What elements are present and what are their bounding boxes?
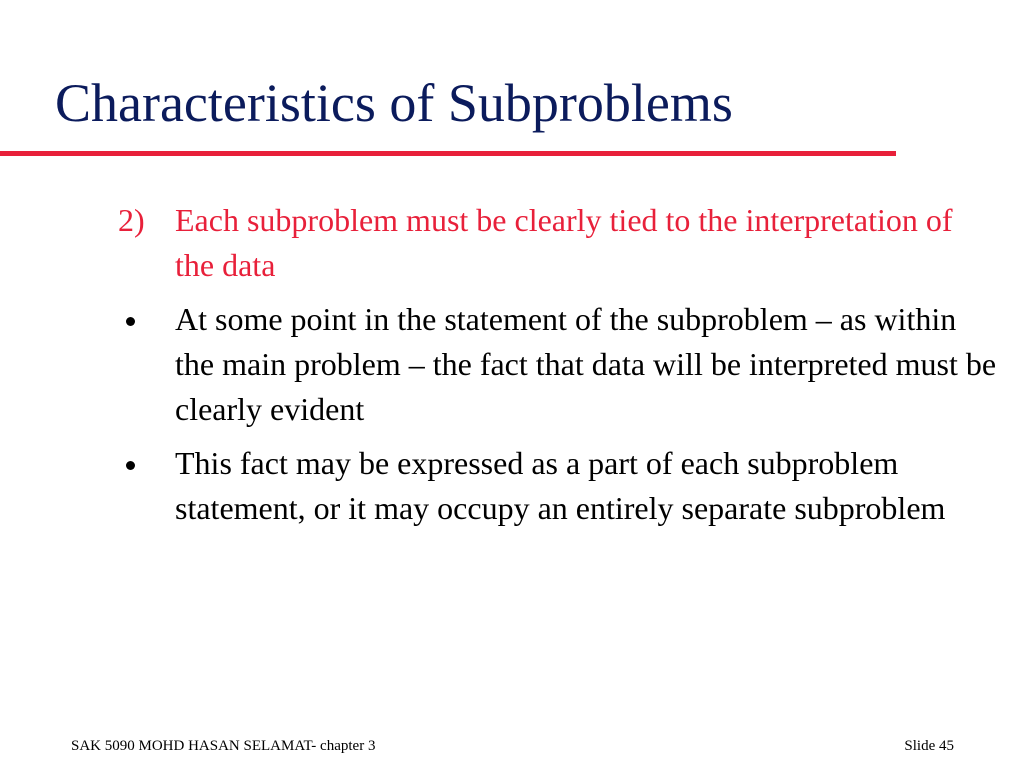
slide-body (118, 198, 998, 531)
bullet-text: This fact may be expressed as a part of each subproblem statement, or it may occupy an entirely separate subproblem (175, 445, 946, 526)
numbered-point (118, 198, 998, 288)
bullet-text: At some point in the statement of the subproblem – as within the main problem – the fact that data will be interpreted must be clearly evident (175, 301, 997, 427)
bullet-point (118, 297, 998, 432)
footer-slide-number: Slide 45 (904, 738, 954, 754)
point-number: 2) (118, 202, 145, 238)
title-underline-rule (0, 151, 896, 156)
slide-title: Characteristics of Subproblems (55, 73, 733, 133)
bullet-dot-icon (126, 461, 135, 470)
bullet-dot-icon (126, 317, 135, 326)
point-text: Each subproblem must be clearly tied to the interpretation of the data (175, 202, 953, 283)
footer-course-label: SAK 5090 MOHD HASAN SELAMAT- chapter 3 (71, 738, 376, 754)
bullet-point (118, 441, 998, 531)
